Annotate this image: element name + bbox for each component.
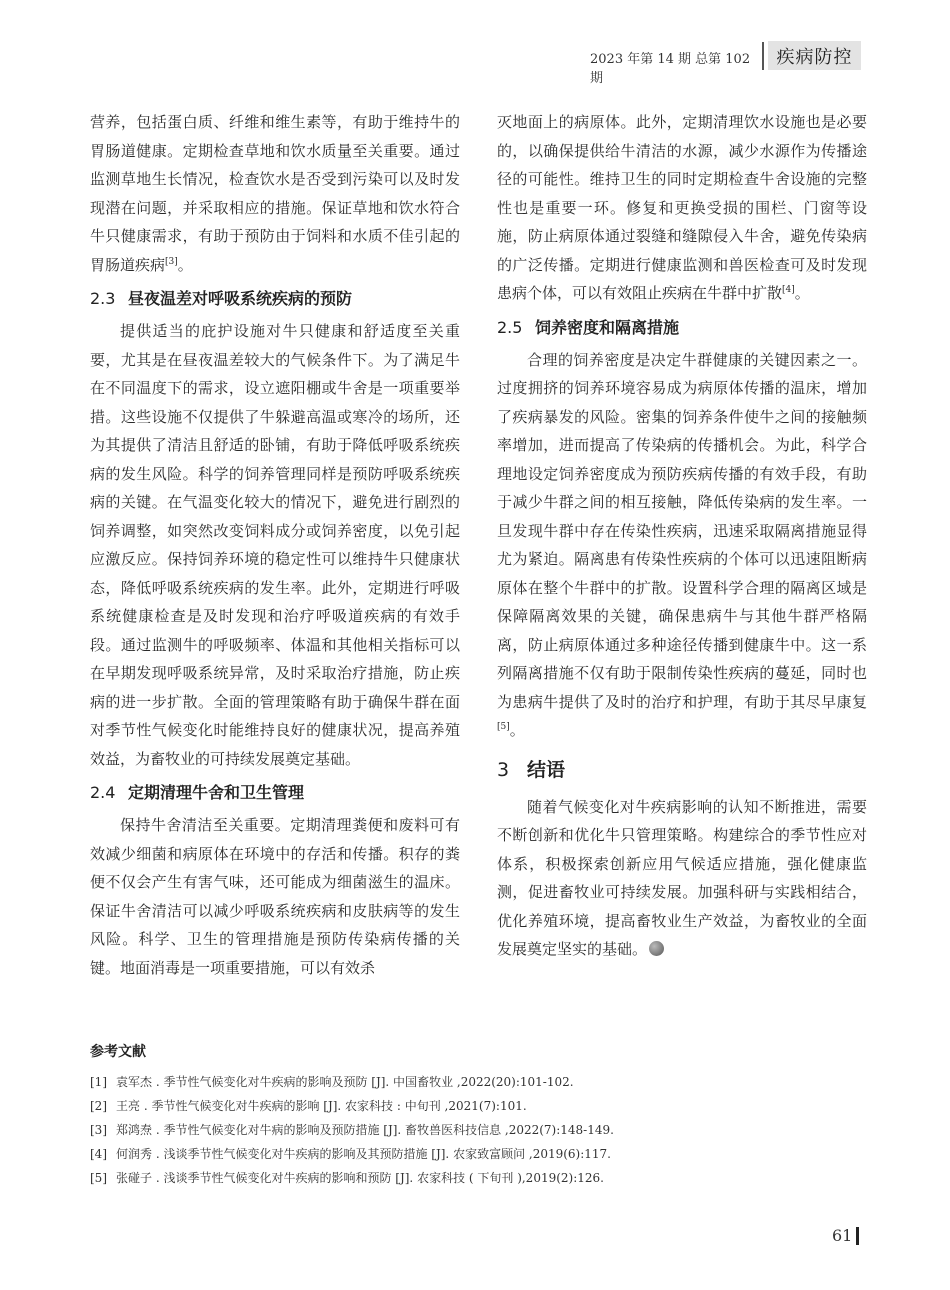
issue-info: 2023 年第 14 期 总第 102 期	[590, 52, 751, 86]
page-number: 61	[832, 1226, 853, 1245]
references-title: 参考文献	[90, 1044, 146, 1060]
citation-3[interactable]: [3]	[165, 256, 178, 267]
heading-3-conclusion: 3 结语	[497, 758, 566, 781]
page-number-bar	[856, 1227, 859, 1245]
paragraph-hygiene-cont: 灭地面上的病原体。此外，定期清理饮水设施也是必要的，以确保提供给牛清洁的水源，减少水源作为传播途径的可能性。维持卫生的同时定期检查牛舍设施的完整性也是重要一环。修复和更换受损的围栏、门窗等设施，防止病原体通过裂缝和缝隙侵入牛舍，避免传染病的广泛传播。定期进行健康监测和兽医检查可及时发现患病个体，可以有效阻止疾病在牛群中扩散[4]。	[497, 113, 867, 302]
paragraph-hygiene: 保持牛舍清洁至关重要。定期清理粪便和废料可有效减少细菌和病原体在环境中的存活和传播。积存的粪便不仅会产生有害气味，还可能成为细菌滋生的温床。保证牛舍清洁可以减少呼吸系统疾病和皮肤病等的发生风险。科学、卫生的管理措施是预防传染病传播的关键。地面消毒是一项重要措施，可以有效杀	[90, 816, 460, 977]
reference-item: [2] 王亮 . 季节性气候变化对牛疾病的影响 [J]. 农家科技 : 中旬刊 ,2021(7):101.	[90, 1099, 527, 1113]
heading-2-3: 2.3 昼夜温差对呼吸系统疾病的预防	[90, 289, 353, 308]
paragraph-density-isolation: 合理的饲养密度是决定牛群健康的关键因素之一。过度拥挤的饲养环境容易成为病原体传播的温床，增加了疾病暴发的风险。密集的饲养条件使牛之间的接触频率增加，进而提高了传染病的传播机会。为此，科学合理地设定饲养密度成为预防疾病传播的有效手段，有助于减少牛群之间的相互接触，降低传染病的发生率。一旦发现牛群中存在传染性疾病，迅速采取隔离措施显得尤为紧迫。隔离患有传染性疾病的个体可以迅速阻断病原体在整个牛群中的扩散。设置科学合理的隔离区域是保障隔离效果的关键，确保患病牛与其他牛群严格隔离，防止病原体通过多种途径传播到健康牛中。这一系列隔离措施不仅有助于限制传染性疾病的蔓延，同时也为患病牛提供了及时的治疗和护理，有助于其尽早康复[5]。	[497, 350, 867, 739]
paragraph-respiratory: 提供适当的庇护设施对牛只健康和舒适度至关重要，尤其是在昼夜温差较大的气候条件下。为了满足牛在不同温度下的需求，设立遮阳棚或牛舍是一项重要举措。这些设施不仅提供了牛躲避高温或寒冷的场所，还为其提供了清洁且舒适的卧铺，有助于降低呼吸系统疾病的发生风险。科学的饲养管理同样是预防呼吸系统疾病的关键。在气温变化较大的情况下，避免进行剧烈的饲养调整，如突然改变饲料成分或饲养密度，以免引起应激反应。保持饲养环境的稳定性可以维持牛只健康状态，降低呼吸系统疾病的发生率。此外，定期进行呼吸系统健康检查是及时发现和治疗呼吸道疾病的有效手段。通过监测牛的呼吸频率、体温和其他相关指标可以在早期发现呼吸系统异常，及时采取治疗措施，防止疾病的进一步扩散。全面的管理策略有助于确保牛群在面对季节性气候变化时能维持良好的健康状况，提高养殖效益，为畜牧业的可持续发展奠定基础。	[90, 322, 460, 768]
paragraph-conclusion: 随着气候变化对牛疾病影响的认知不断推进，需要不断创新和优化牛只管理策略。构建综合的季节性应对体系，积极探索创新应用气候适应措施，强化健康监测，促进畜牧业可持续发展。加强科研与实践相结合，优化养殖环境，提高畜牧业生产效益，为畜牧业的全面发展奠定坚实的基础。	[497, 797, 867, 958]
reference-item: [5] 张碰子 . 浅谈季节性气候变化对牛疾病的影响和预防 [J]. 农家科技 ( 下旬刊 ),2019(2):126.	[90, 1171, 604, 1185]
header-divider	[762, 42, 764, 70]
heading-2-5: 2.5 饲养密度和隔离措施	[497, 317, 680, 337]
heading-2-4: 2.4 定期清理牛舍和卫生管理	[90, 783, 305, 802]
reference-item: [3] 郑鸿焘 . 季节性气候变化对牛病的影响及预防措施 [J]. 畜牧兽医科技信息 ,2022(7):148-149.	[90, 1123, 614, 1137]
section-label: 疾病防控	[768, 41, 861, 70]
reference-item: [1] 袁军杰 . 季节性气候变化对牛疾病的影响及预防 [J]. 中国畜牧业 ,2022(20):101-102.	[90, 1075, 574, 1089]
left-column	[90, 108, 460, 982]
citation-4[interactable]: [4]	[782, 285, 795, 295]
references	[90, 1041, 870, 1190]
globe-end-mark-icon	[649, 941, 664, 956]
citation-5[interactable]: [5]	[497, 722, 510, 732]
reference-item: [4] 何润秀 . 浅谈季节性气候变化对牛疾病的影响及其预防措施 [J]. 农家致富顾问 ,2019(6):117.	[90, 1147, 611, 1161]
paragraph-gut-health: 营养，包括蛋白质、纤维和维生素等，有助于维持牛的胃肠道健康。定期检查草地和饮水质量至关重要。通过监测草地生长情况，检查饮水是否受到污染可以及时发现潜在问题，并采取相应的措施。保证草地和饮水符合牛只健康需求，有助于预防由于饲料和水质不佳引起的胃肠道疾病[3]。	[90, 113, 460, 274]
right-column	[497, 108, 867, 964]
